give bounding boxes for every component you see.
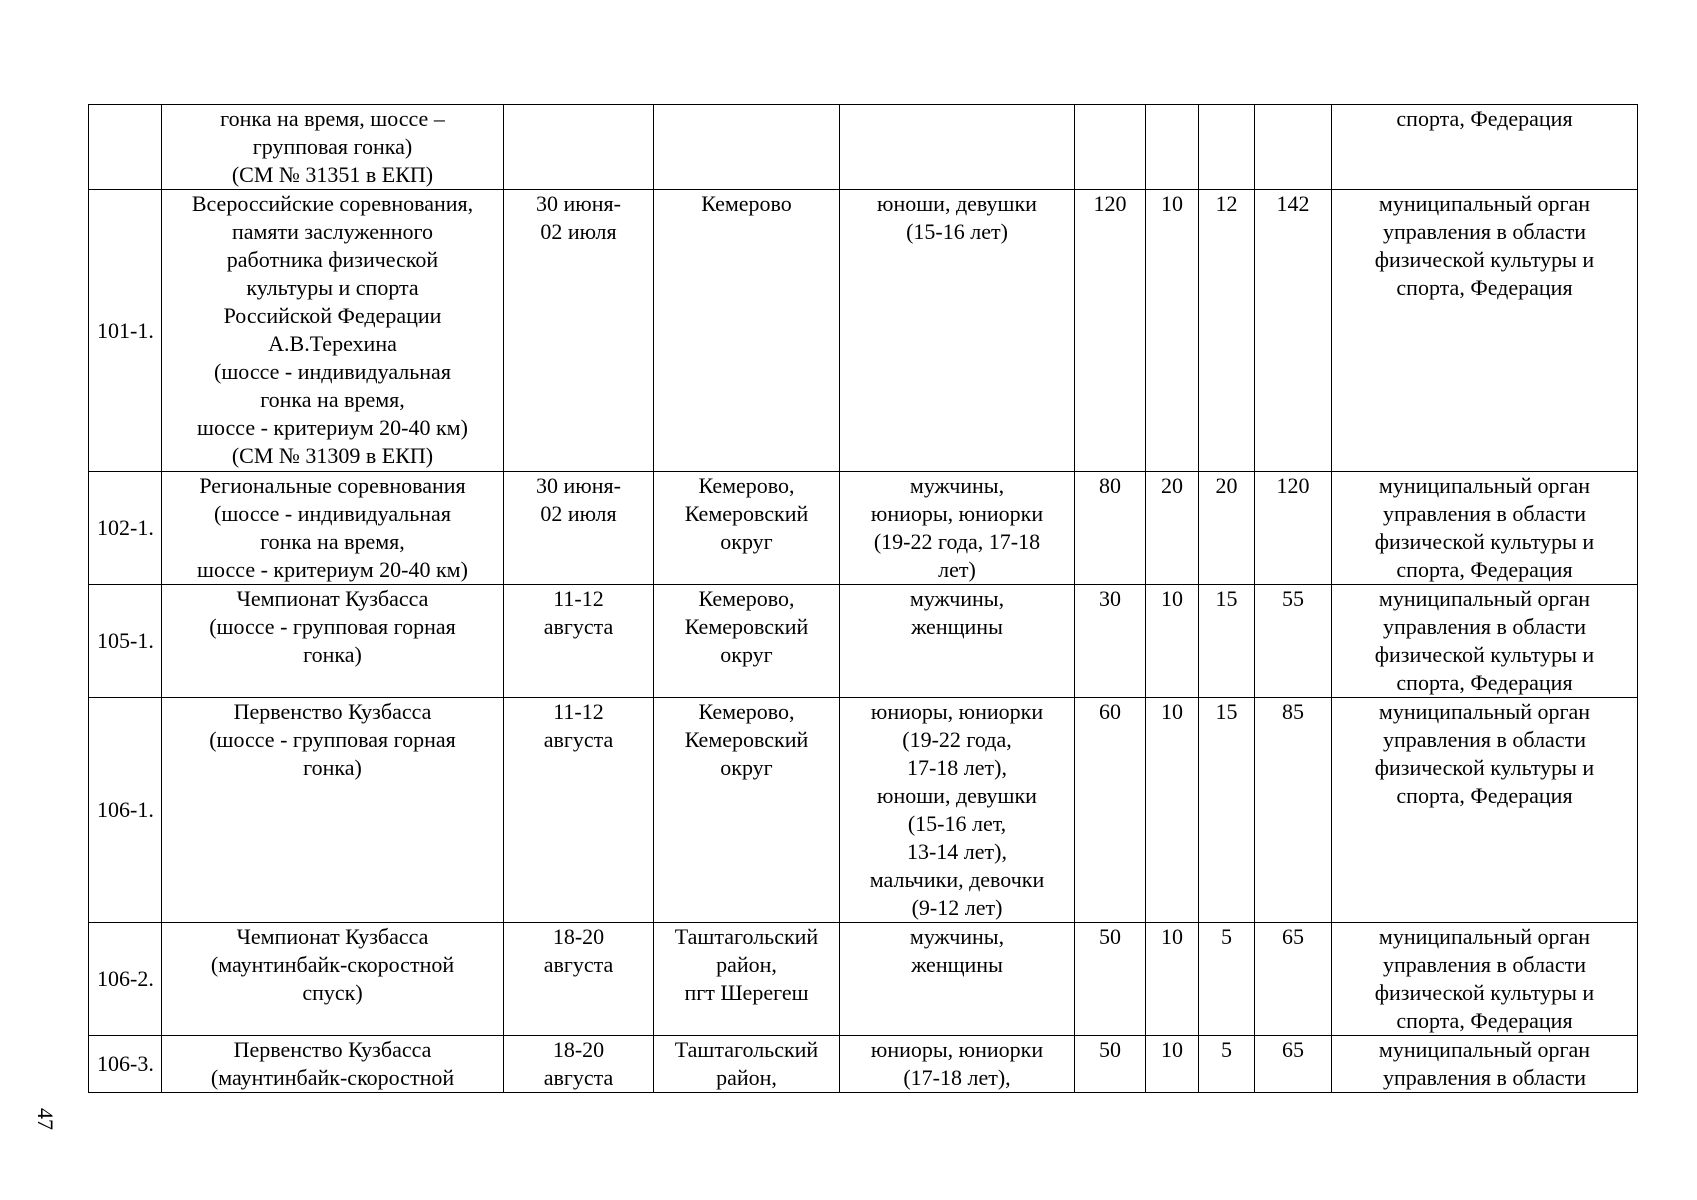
org-line: муниципальный орган <box>1378 924 1591 949</box>
cell-num: 106-1. <box>89 698 162 923</box>
name-line: памяти заслуженного <box>231 219 434 244</box>
name-line: Первенство Кузбасса <box>233 699 432 724</box>
org-line: муниципальный орган <box>1378 473 1591 498</box>
org-line: физической культуры и <box>1374 642 1595 667</box>
table-row <box>89 698 1638 923</box>
cell-org <box>1332 585 1638 698</box>
name-line: Всероссийские соревнования, <box>191 191 474 216</box>
dates-line: августа <box>543 614 614 639</box>
name-line: Российской Федерации <box>223 303 442 328</box>
cell-dates <box>504 1036 654 1093</box>
cell-c2: 10 <box>1146 698 1199 923</box>
place-line: Таштагольский <box>674 1037 819 1062</box>
place-line: пгт Шерегеш <box>684 980 809 1005</box>
cell-c3: 5 <box>1199 923 1255 1036</box>
cell-place <box>654 105 840 190</box>
org-line: спорта, Федерация <box>1396 783 1573 808</box>
cell-place <box>654 698 840 923</box>
cell-org <box>1332 105 1638 190</box>
cell-c1: 50 <box>1075 923 1146 1036</box>
place-line: округ <box>720 642 773 667</box>
org-line: физической культуры и <box>1374 980 1595 1005</box>
name-line: Чемпионат Кузбасса <box>236 924 429 949</box>
cell-c3: 15 <box>1199 698 1255 923</box>
cell-c2 <box>1146 105 1199 190</box>
dates-line: 02 июля <box>540 219 617 244</box>
table-row <box>89 190 1638 472</box>
cell-c4: 120 <box>1255 472 1332 585</box>
cell-name <box>162 105 504 190</box>
cell-dates <box>504 585 654 698</box>
place-line: район, <box>716 952 777 977</box>
dates-line: 30 июня- <box>536 473 621 498</box>
place-line: Кемеровский <box>684 727 809 752</box>
org-line: управления в области <box>1383 1065 1586 1090</box>
cell-org <box>1332 190 1638 472</box>
cell-c3: 20 <box>1199 472 1255 585</box>
name-line: гонка) <box>303 642 362 667</box>
participants-line: лет) <box>938 557 976 582</box>
place-line: Кемерово, <box>698 699 795 724</box>
cell-place <box>654 1036 840 1093</box>
place-line: Кемеровский <box>684 501 809 526</box>
cell-name <box>162 472 504 585</box>
participants-line: (9-12 лет) <box>911 895 1003 920</box>
cell-org <box>1332 1036 1638 1093</box>
dates-line: 18-20 <box>552 924 605 949</box>
table-row <box>89 585 1638 698</box>
cell-c3: 15 <box>1199 585 1255 698</box>
participants-line: (19-22 года, <box>902 727 1012 752</box>
cell-c4: 65 <box>1255 1036 1332 1093</box>
dates-line: 02 июля <box>540 501 617 526</box>
cell-c4: 142 <box>1255 190 1332 472</box>
org-line: управления в области <box>1383 952 1586 977</box>
name-line: Чемпионат Кузбасса <box>236 586 429 611</box>
name-line: гонка на время, шоссе – <box>220 106 445 131</box>
cell-participants <box>840 585 1075 698</box>
name-line: Региональные соревнования <box>199 473 466 498</box>
name-line: шоссе - критериум 20-40 км) <box>197 557 468 582</box>
cell-c1 <box>1075 105 1146 190</box>
name-line: (шоссе - групповая горная <box>209 614 456 639</box>
participants-line: юноши, девушки <box>877 783 1037 808</box>
cell-c3 <box>1199 105 1255 190</box>
cell-place <box>654 923 840 1036</box>
table-body <box>89 105 1638 1093</box>
place-line: округ <box>720 529 773 554</box>
place-line: Кемерово <box>701 191 792 216</box>
cell-c4: 55 <box>1255 585 1332 698</box>
cell-c1: 30 <box>1075 585 1146 698</box>
table-row <box>89 105 1638 190</box>
cell-name <box>162 585 504 698</box>
name-line: спуск) <box>302 980 363 1005</box>
dates-line: 30 июня- <box>536 191 621 216</box>
cell-dates <box>504 190 654 472</box>
participants-line: женщины <box>911 614 1003 639</box>
cell-org <box>1332 923 1638 1036</box>
cell-dates <box>504 472 654 585</box>
name-line: гонка на время, <box>260 387 405 412</box>
cell-c1: 120 <box>1075 190 1146 472</box>
name-line: шоссе - критериум 20-40 км) <box>197 415 468 440</box>
participants-line: 13-14 лет), <box>906 839 1007 864</box>
participants-line: мальчики, девочки <box>869 867 1045 892</box>
table-row <box>89 923 1638 1036</box>
org-line: муниципальный орган <box>1378 191 1591 216</box>
name-line: (шоссе - групповая горная <box>209 727 456 752</box>
cell-c1: 50 <box>1075 1036 1146 1093</box>
participants-line: (19-22 года, 17-18 <box>873 529 1041 554</box>
cell-num: 102-1. <box>89 472 162 585</box>
cell-c1: 80 <box>1075 472 1146 585</box>
cell-c4: 65 <box>1255 923 1332 1036</box>
name-line: (шоссе - индивидуальная <box>214 501 451 526</box>
page-number: 47 <box>33 1108 58 1130</box>
org-line: управления в области <box>1383 501 1586 526</box>
cell-name <box>162 190 504 472</box>
org-line: спорта, Федерация <box>1396 275 1573 300</box>
cell-num: 106-2. <box>89 923 162 1036</box>
cell-num: 101-1. <box>89 190 162 472</box>
org-line: муниципальный орган <box>1378 1037 1591 1062</box>
name-line: гонка) <box>303 755 362 780</box>
cell-participants <box>840 698 1075 923</box>
cell-dates <box>504 698 654 923</box>
cell-c4: 85 <box>1255 698 1332 923</box>
org-line: спорта, Федерация <box>1396 557 1573 582</box>
participants-line: юниоры, юниорки <box>870 501 1044 526</box>
participants-line: 17-18 лет), <box>906 755 1007 780</box>
cell-participants <box>840 1036 1075 1093</box>
cell-c2: 10 <box>1146 190 1199 472</box>
cell-place <box>654 190 840 472</box>
name-line: гонка на время, <box>260 529 405 554</box>
participants-line: (15-16 лет, <box>907 811 1007 836</box>
cell-c2: 10 <box>1146 585 1199 698</box>
cell-c2: 10 <box>1146 923 1199 1036</box>
cell-dates <box>504 105 654 190</box>
cell-c2: 20 <box>1146 472 1199 585</box>
cell-place <box>654 585 840 698</box>
org-line: управления в области <box>1383 219 1586 244</box>
cell-participants <box>840 923 1075 1036</box>
org-line: спорта, Федерация <box>1396 106 1573 131</box>
dates-line: 11-12 <box>553 586 604 611</box>
org-line: муниципальный орган <box>1378 699 1591 724</box>
cell-participants <box>840 190 1075 472</box>
place-line: округ <box>720 755 773 780</box>
participants-line: мужчины, <box>909 924 1005 949</box>
cell-name <box>162 1036 504 1093</box>
name-line: (СМ № 31351 в ЕКП) <box>231 162 434 187</box>
org-line: управления в области <box>1383 614 1586 639</box>
place-line: Таштагольский <box>674 924 819 949</box>
name-line: (СМ № 31309 в ЕКП) <box>231 443 434 468</box>
cell-org <box>1332 698 1638 923</box>
name-line: (маунтинбайк-скоростной <box>210 1065 455 1090</box>
name-line: (маунтинбайк-скоростной <box>210 952 455 977</box>
table-row <box>89 1036 1638 1093</box>
cell-num: 105-1. <box>89 585 162 698</box>
cell-dates <box>504 923 654 1036</box>
place-line: Кемерово, <box>698 586 795 611</box>
cell-place <box>654 472 840 585</box>
participants-line: юниоры, юниорки <box>870 699 1044 724</box>
cell-org <box>1332 472 1638 585</box>
name-line: культуры и спорта <box>246 275 419 300</box>
cell-num: 106-3. <box>89 1036 162 1093</box>
participants-line: юниоры, юниорки <box>870 1037 1044 1062</box>
cell-c2: 10 <box>1146 1036 1199 1093</box>
place-line: район, <box>716 1065 777 1090</box>
participants-line: (15-16 лет) <box>906 219 1008 244</box>
cell-c3: 12 <box>1199 190 1255 472</box>
name-line: работника физической <box>226 247 439 272</box>
participants-line: женщины <box>911 952 1003 977</box>
participants-line: мужчины, <box>909 473 1005 498</box>
dates-line: 11-12 <box>553 699 604 724</box>
org-line: физической культуры и <box>1374 755 1595 780</box>
org-line: спорта, Федерация <box>1396 1008 1573 1033</box>
participants-line: (17-18 лет), <box>903 1065 1011 1090</box>
cell-participants <box>840 472 1075 585</box>
cell-c4 <box>1255 105 1332 190</box>
participants-line: юноши, девушки <box>877 191 1037 216</box>
org-line: физической культуры и <box>1374 247 1595 272</box>
org-line: муниципальный орган <box>1378 586 1591 611</box>
cell-c1: 60 <box>1075 698 1146 923</box>
dates-line: августа <box>543 727 614 752</box>
competition-schedule-table <box>88 104 1638 1093</box>
participants-line: мужчины, <box>909 586 1005 611</box>
name-line: (шоссе - индивидуальная <box>214 359 451 384</box>
dates-line: 18-20 <box>552 1037 605 1062</box>
org-line: управления в области <box>1383 727 1586 752</box>
cell-name <box>162 698 504 923</box>
cell-participants <box>840 105 1075 190</box>
cell-name <box>162 923 504 1036</box>
name-line: А.В.Терехина <box>268 331 397 356</box>
place-line: Кемерово, <box>698 473 795 498</box>
table-row <box>89 472 1638 585</box>
name-line: групповая гонка) <box>252 134 413 159</box>
org-line: физической культуры и <box>1374 529 1595 554</box>
dates-line: августа <box>543 1065 614 1090</box>
dates-line: августа <box>543 952 614 977</box>
cell-c3: 5 <box>1199 1036 1255 1093</box>
name-line: Первенство Кузбасса <box>233 1037 432 1062</box>
org-line: спорта, Федерация <box>1396 670 1573 695</box>
place-line: Кемеровский <box>684 614 809 639</box>
cell-num <box>89 105 162 190</box>
